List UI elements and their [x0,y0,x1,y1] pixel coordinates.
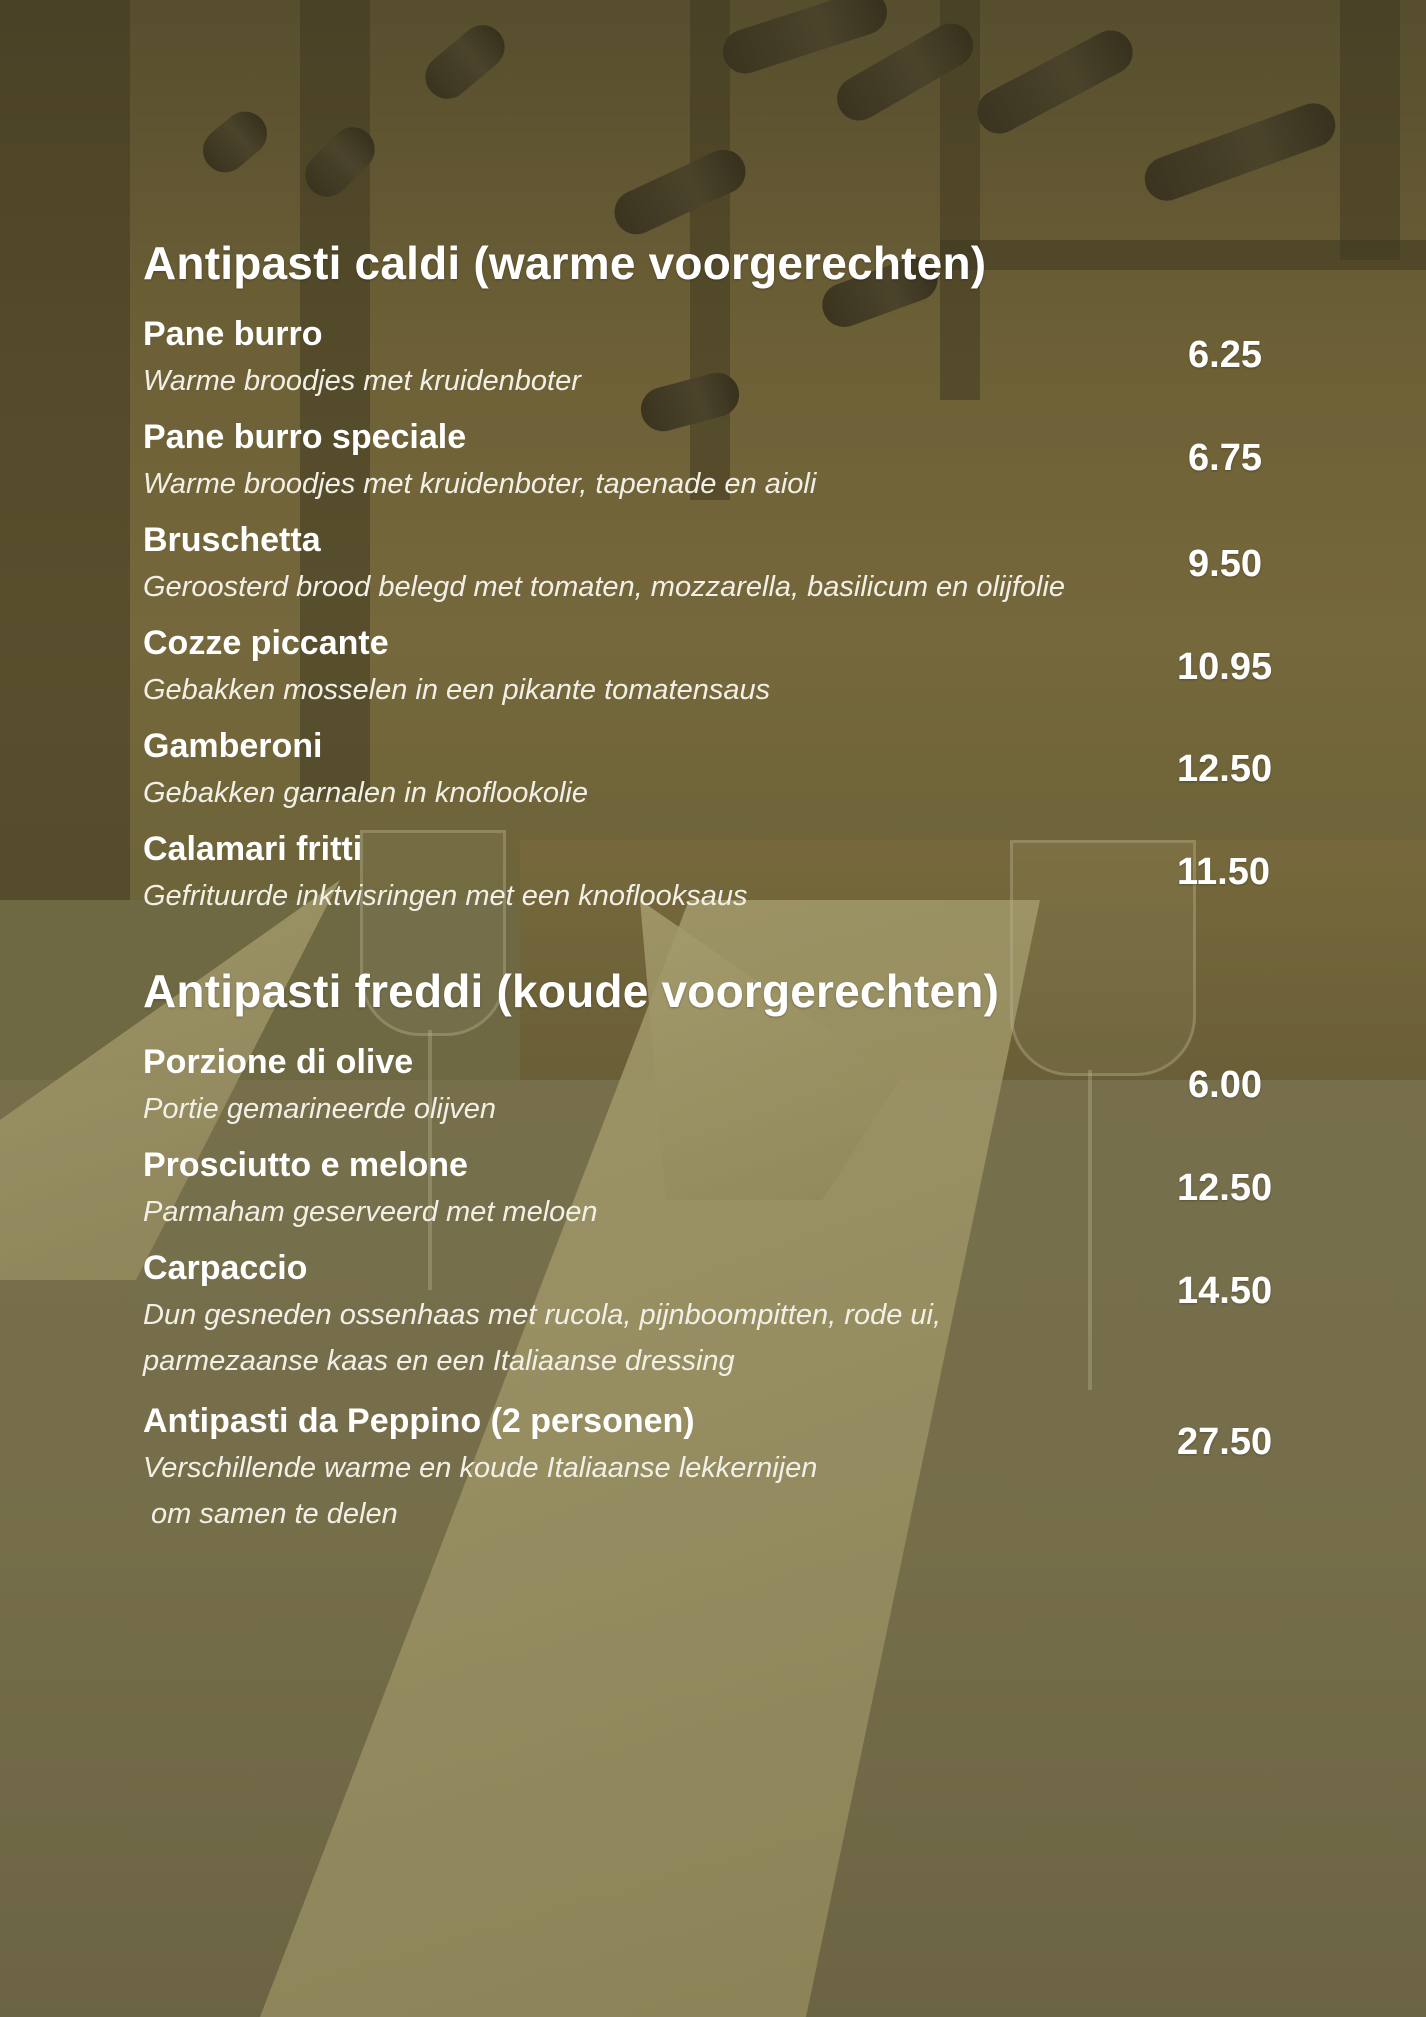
section-heading-warm: Antipasti caldi (warme voorgerechten) [143,237,987,289]
item-price: 6.25 [1188,334,1262,376]
item-price: 14.50 [1177,1270,1273,1312]
item-name: Pane burro speciale [143,418,467,456]
menu-item [143,827,1183,921]
item-description: Gebakken garnalen in knoflookolie [143,777,588,809]
item-name: Calamari fritti [143,830,363,868]
item-description: Warme broodjes met kruidenboter [143,365,581,397]
item-description: Geroosterd brood belegd met tomaten, mozzarella, basilicum en olijfolie [143,571,1066,603]
item-description: Gebakken mosselen in een pikante tomatensaus [143,674,771,706]
item-name: Prosciutto e melone [143,1146,468,1184]
item-description: Portie gemarineerde olijven [143,1093,497,1125]
menu-item [143,621,1183,715]
item-price: 6.00 [1188,1064,1262,1106]
item-description: Verschillende warme en koude Italiaanse lekkernijen [143,1452,818,1484]
item-name: Porzione di olive [143,1043,414,1081]
menu-item [143,415,1183,509]
item-price: 9.50 [1188,543,1262,585]
item-price: 12.50 [1177,1167,1273,1209]
menu-item [143,1399,1183,1539]
item-description: Dun gesneden ossenhaas met rucola, pijnboompitten, rode ui, [143,1299,942,1331]
item-name: Antipasti da Peppino (2 personen) [143,1402,695,1440]
item-description-line2: om samen te delen [143,1498,398,1530]
item-name: Bruschetta [143,521,321,559]
menu-item [143,312,1183,406]
item-name: Cozze piccante [143,624,389,662]
menu-item [143,518,1183,612]
item-name: Carpaccio [143,1249,308,1287]
menu-item [143,724,1183,818]
section-heading-cold: Antipasti freddi (koude voorgerechten) [143,965,1000,1017]
item-price: 6.75 [1188,437,1262,479]
item-description: Warme broodjes met kruidenboter, tapenade en aioli [143,468,817,500]
item-name: Gamberoni [143,727,323,765]
item-price: 11.50 [1177,851,1270,893]
item-name: Pane burro [143,315,323,353]
item-description: Parmaham geserveerd met meloen [143,1196,598,1228]
menu-item [143,1040,1183,1134]
item-description: Gefrituurde inktvisringen met een knoflooksaus [143,880,748,912]
item-price: 12.50 [1177,748,1273,790]
item-price: 10.95 [1177,646,1273,688]
menu-item [143,1246,1183,1386]
item-price: 27.50 [1177,1421,1273,1463]
menu-item [143,1143,1183,1237]
item-description-line2: parmezaanse kaas en een Italiaanse dressing [143,1345,735,1377]
